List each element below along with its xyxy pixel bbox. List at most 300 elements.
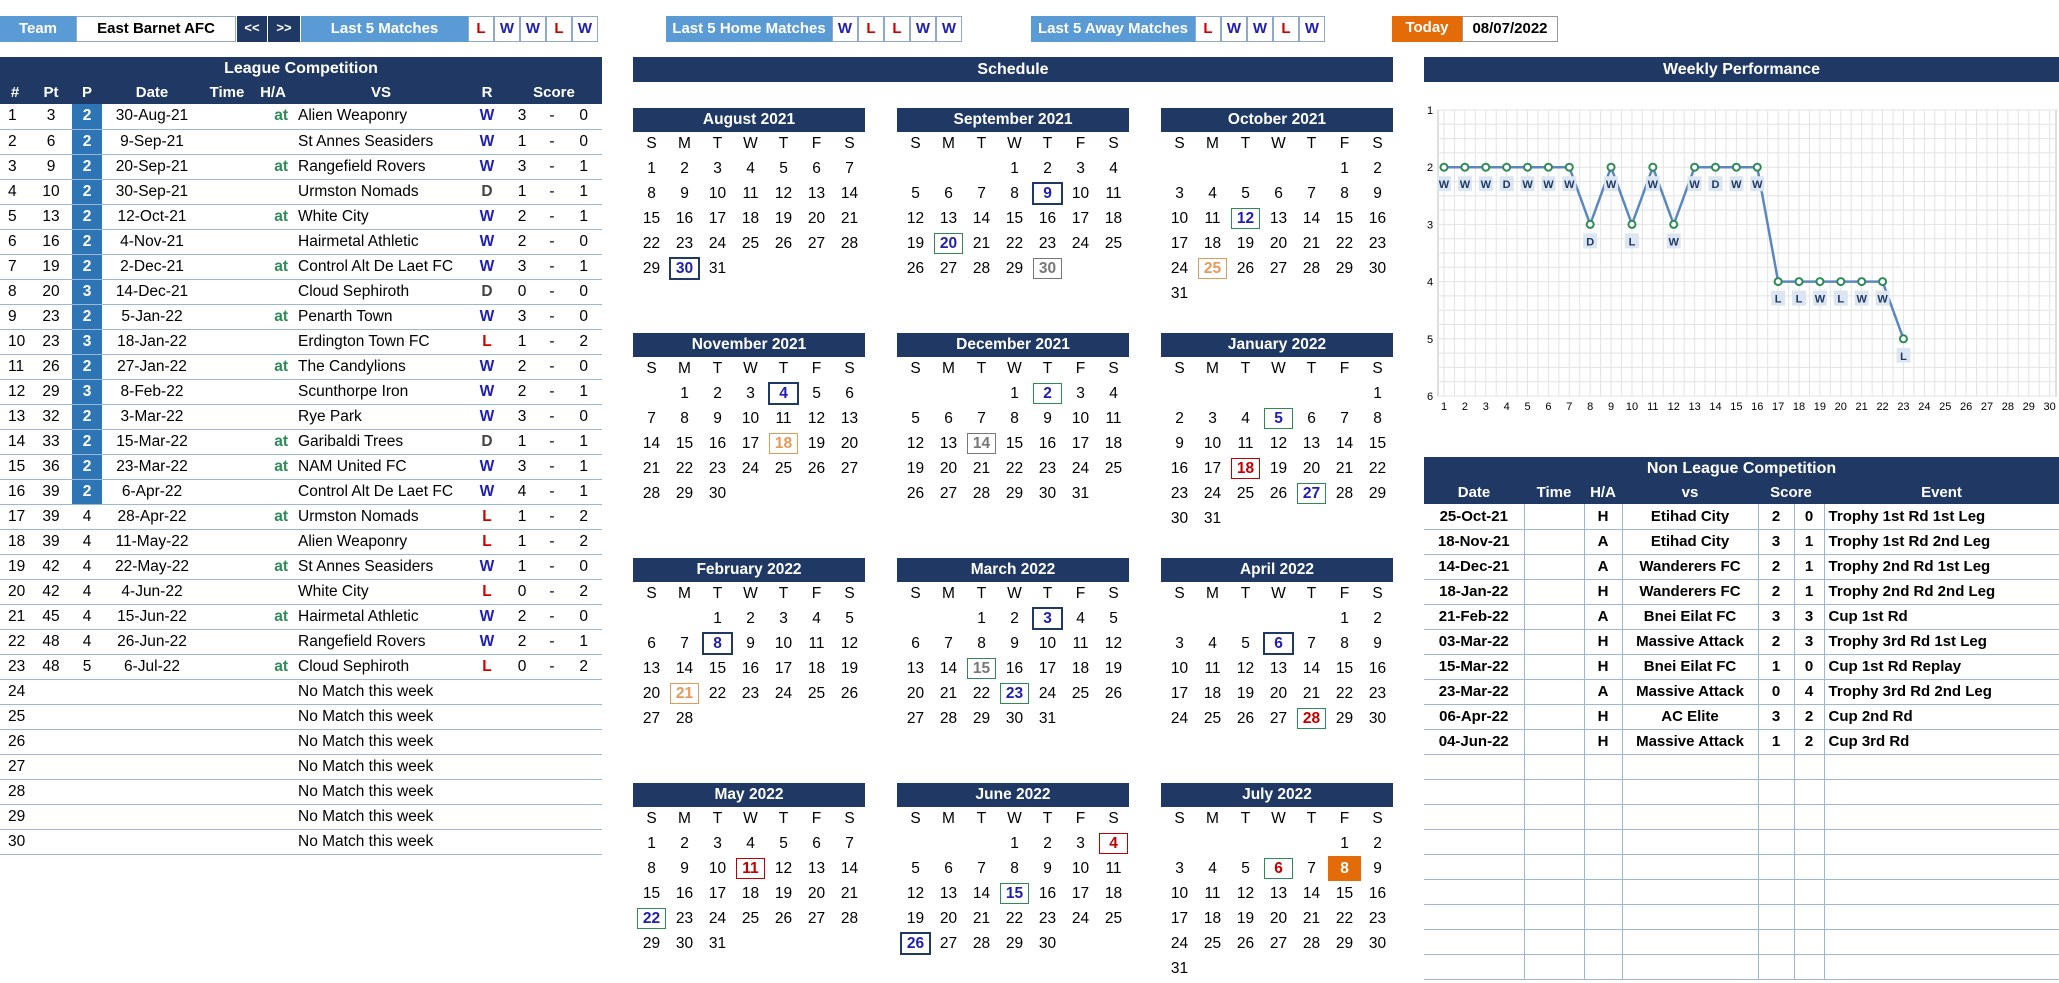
calendar-day[interactable]: 22	[1335, 235, 1354, 252]
match-day[interactable]: 18	[767, 431, 800, 456]
calendar-day[interactable]: 27	[642, 710, 661, 727]
calendar-day[interactable]: 2	[1175, 410, 1184, 427]
match-day[interactable]: 15	[965, 656, 998, 681]
calendar-day[interactable]: 3	[1076, 835, 1085, 852]
calendar-day[interactable]: 25	[741, 235, 760, 252]
calendar-day[interactable]: 30	[1038, 485, 1057, 502]
calendar-day[interactable]: 1	[977, 610, 986, 627]
calendar-day[interactable]: 4	[1109, 385, 1118, 402]
calendar-day[interactable]: 19	[1269, 460, 1288, 477]
calendar-day[interactable]: 2	[1043, 160, 1052, 177]
calendar-day[interactable]: 26	[1104, 685, 1123, 702]
calendar-day[interactable]: 20	[807, 885, 826, 902]
calendar-day[interactable]: 8	[1340, 635, 1349, 652]
calendar-day[interactable]: 24	[741, 460, 760, 477]
calendar-day[interactable]: 12	[774, 860, 793, 877]
calendar-day[interactable]: 3	[1076, 160, 1085, 177]
calendar-day[interactable]: 20	[1269, 910, 1288, 927]
calendar-day[interactable]: 8	[1373, 410, 1382, 427]
calendar-day[interactable]: 26	[1236, 260, 1255, 277]
calendar-day[interactable]: 22	[642, 235, 661, 252]
calendar-day[interactable]: 14	[642, 435, 661, 452]
calendar-day[interactable]: 30	[1368, 935, 1387, 952]
calendar-day[interactable]: 5	[1109, 610, 1118, 627]
calendar-day[interactable]: 21	[1302, 235, 1321, 252]
match-day[interactable]: 25	[1196, 256, 1229, 281]
calendar-day[interactable]: 19	[1236, 235, 1255, 252]
calendar-day[interactable]: 4	[1208, 185, 1217, 202]
calendar-day[interactable]: 10	[1071, 860, 1090, 877]
calendar-day[interactable]: 8	[1010, 860, 1019, 877]
calendar-day[interactable]: 17	[1203, 460, 1222, 477]
calendar-day[interactable]: 30	[675, 935, 694, 952]
calendar-day[interactable]: 8	[1010, 410, 1019, 427]
calendar-day[interactable]: 14	[840, 860, 859, 877]
calendar-day[interactable]: 5	[1241, 635, 1250, 652]
calendar-day[interactable]: 27	[939, 485, 958, 502]
calendar-day[interactable]: 1	[680, 385, 689, 402]
calendar-day[interactable]: 28	[972, 485, 991, 502]
calendar-day[interactable]: 10	[708, 860, 727, 877]
calendar-day[interactable]: 11	[742, 185, 759, 202]
calendar-day[interactable]: 23	[675, 235, 694, 252]
calendar-day[interactable]: 27	[939, 935, 958, 952]
calendar-day[interactable]: 7	[977, 410, 986, 427]
calendar-day[interactable]: 3	[1175, 635, 1184, 652]
calendar-day[interactable]: 1	[1340, 610, 1349, 627]
calendar-day[interactable]: 3	[713, 160, 722, 177]
calendar-day[interactable]: 26	[807, 460, 826, 477]
calendar-day[interactable]: 9	[1373, 860, 1382, 877]
calendar-day[interactable]: 1	[1373, 385, 1382, 402]
calendar-day[interactable]: 30	[1368, 710, 1387, 727]
match-day[interactable]: 27	[1295, 481, 1328, 506]
calendar-day[interactable]: 8	[1340, 185, 1349, 202]
calendar-day[interactable]: 2	[680, 835, 689, 852]
calendar-day[interactable]: 22	[1005, 235, 1024, 252]
calendar-day[interactable]: 17	[1038, 660, 1057, 677]
calendar-day[interactable]: 11	[1105, 185, 1122, 202]
calendar-day[interactable]: 23	[1038, 460, 1057, 477]
match-day[interactable]: 14	[965, 431, 998, 456]
calendar-day[interactable]: 8	[977, 635, 986, 652]
calendar-day[interactable]: 19	[906, 910, 925, 927]
calendar-day[interactable]: 7	[1340, 410, 1349, 427]
calendar-day[interactable]: 9	[1043, 860, 1052, 877]
calendar-day[interactable]: 7	[1307, 185, 1316, 202]
calendar-day[interactable]: 4	[812, 610, 821, 627]
calendar-day[interactable]: 17	[1071, 435, 1090, 452]
calendar-day[interactable]: 5	[1241, 185, 1250, 202]
calendar-day[interactable]: 3	[746, 385, 755, 402]
calendar-day[interactable]: 7	[845, 160, 854, 177]
match-day[interactable]: 18	[1229, 456, 1262, 481]
calendar-day[interactable]: 4	[746, 160, 755, 177]
calendar-day[interactable]: 2	[680, 160, 689, 177]
calendar-day[interactable]: 18	[1104, 435, 1123, 452]
calendar-day[interactable]: 19	[1104, 660, 1123, 677]
calendar-day[interactable]: 7	[845, 835, 854, 852]
calendar-day[interactable]: 12	[1236, 660, 1255, 677]
calendar-day[interactable]: 14	[1302, 210, 1321, 227]
calendar-day[interactable]: 6	[1307, 410, 1316, 427]
calendar-day[interactable]: 9	[1010, 635, 1019, 652]
calendar-day[interactable]: 14	[939, 660, 958, 677]
calendar-day[interactable]: 10	[708, 185, 727, 202]
calendar-day[interactable]: 16	[708, 435, 727, 452]
calendar-day[interactable]: 16	[1368, 210, 1387, 227]
calendar-day[interactable]: 18	[741, 885, 760, 902]
calendar-day[interactable]: 13	[939, 210, 958, 227]
calendar-day[interactable]: 5	[812, 385, 821, 402]
calendar-day[interactable]: 19	[1236, 910, 1255, 927]
calendar-day[interactable]: 26	[840, 685, 859, 702]
match-day[interactable]: 30	[1031, 256, 1064, 281]
calendar-day[interactable]: 11	[1204, 660, 1221, 677]
calendar-day[interactable]: 29	[1005, 935, 1024, 952]
calendar-day[interactable]: 26	[1236, 710, 1255, 727]
calendar-day[interactable]: 7	[680, 635, 689, 652]
calendar-day[interactable]: 1	[713, 610, 722, 627]
calendar-day[interactable]: 10	[1170, 885, 1189, 902]
calendar-day[interactable]: 18	[1203, 910, 1222, 927]
calendar-day[interactable]: 14	[840, 185, 859, 202]
calendar-day[interactable]: 12	[1236, 885, 1255, 902]
calendar-day[interactable]: 12	[840, 635, 859, 652]
calendar-day[interactable]: 13	[807, 860, 826, 877]
calendar-day[interactable]: 17	[1170, 235, 1189, 252]
calendar-day[interactable]: 4	[1208, 635, 1217, 652]
calendar-day[interactable]: 29	[675, 485, 694, 502]
calendar-day[interactable]: 1	[1340, 160, 1349, 177]
calendar-day[interactable]: 13	[840, 410, 859, 427]
calendar-day[interactable]: 5	[779, 160, 788, 177]
calendar-day[interactable]: 3	[779, 610, 788, 627]
calendar-day[interactable]: 6	[845, 385, 854, 402]
match-day[interactable]: 9	[1031, 181, 1064, 206]
match-day[interactable]: 3	[1031, 606, 1064, 631]
calendar-day[interactable]: 2	[746, 610, 755, 627]
prev-team-button[interactable]: <<	[237, 16, 267, 42]
calendar-day[interactable]: 16	[675, 885, 694, 902]
calendar-day[interactable]: 15	[675, 435, 694, 452]
calendar-day[interactable]: 23	[708, 460, 727, 477]
calendar-day[interactable]: 31	[1170, 285, 1189, 302]
calendar-day[interactable]: 6	[911, 635, 920, 652]
calendar-day[interactable]: 31	[1203, 510, 1222, 527]
match-day[interactable]: 21	[668, 681, 701, 706]
calendar-day[interactable]: 26	[774, 910, 793, 927]
calendar-day[interactable]: 25	[1236, 485, 1255, 502]
calendar-day[interactable]: 19	[840, 660, 859, 677]
calendar-day[interactable]: 25	[1203, 710, 1222, 727]
calendar-day[interactable]: 5	[911, 860, 920, 877]
calendar-day[interactable]: 17	[1071, 885, 1090, 902]
calendar-day[interactable]: 22	[1005, 910, 1024, 927]
calendar-day[interactable]: 17	[1071, 210, 1090, 227]
calendar-day[interactable]: 11	[1105, 410, 1122, 427]
calendar-day[interactable]: 29	[1335, 710, 1354, 727]
calendar-day[interactable]: 8	[1010, 185, 1019, 202]
calendar-day[interactable]: 12	[906, 885, 925, 902]
match-day[interactable]: 15	[998, 881, 1031, 906]
calendar-day[interactable]: 11	[808, 635, 825, 652]
calendar-day[interactable]: 15	[1335, 885, 1354, 902]
calendar-day[interactable]: 5	[911, 185, 920, 202]
calendar-day[interactable]: 15	[1335, 210, 1354, 227]
calendar-day[interactable]: 15	[1368, 435, 1387, 452]
calendar-day[interactable]: 13	[642, 660, 661, 677]
calendar-day[interactable]: 6	[1274, 185, 1283, 202]
calendar-day[interactable]: 20	[939, 910, 958, 927]
calendar-day[interactable]: 29	[1368, 485, 1387, 502]
calendar-day[interactable]: 23	[1368, 910, 1387, 927]
calendar-day[interactable]: 16	[1368, 660, 1387, 677]
calendar-day[interactable]: 15	[1005, 435, 1024, 452]
calendar-day[interactable]: 21	[972, 460, 991, 477]
calendar-day[interactable]: 16	[1170, 460, 1189, 477]
calendar-day[interactable]: 10	[1170, 210, 1189, 227]
calendar-day[interactable]: 24	[1170, 935, 1189, 952]
calendar-day[interactable]: 30	[1170, 510, 1189, 527]
calendar-day[interactable]: 20	[906, 685, 925, 702]
calendar-day[interactable]: 24	[1038, 685, 1057, 702]
calendar-day[interactable]: 28	[972, 935, 991, 952]
calendar-day[interactable]: 17	[708, 210, 727, 227]
calendar-day[interactable]: 10	[1071, 410, 1090, 427]
calendar-day[interactable]: 23	[675, 910, 694, 927]
calendar-day[interactable]: 11	[1105, 860, 1122, 877]
match-day[interactable]: 30	[668, 256, 701, 281]
calendar-day[interactable]: 30	[1368, 260, 1387, 277]
calendar-day[interactable]: 10	[1071, 185, 1090, 202]
calendar-day[interactable]: 13	[1302, 435, 1321, 452]
calendar-day[interactable]: 15	[642, 885, 661, 902]
calendar-day[interactable]: 2	[713, 385, 722, 402]
calendar-day[interactable]: 24	[774, 685, 793, 702]
calendar-day[interactable]: 15	[642, 210, 661, 227]
match-day[interactable]: 28	[1295, 706, 1328, 731]
calendar-day[interactable]: 6	[944, 860, 953, 877]
calendar-day[interactable]: 21	[972, 235, 991, 252]
calendar-day[interactable]: 10	[1038, 635, 1057, 652]
calendar-day[interactable]: 19	[774, 885, 793, 902]
calendar-day[interactable]: 22	[708, 685, 727, 702]
calendar-day[interactable]: 28	[840, 910, 859, 927]
calendar-day[interactable]: 6	[944, 410, 953, 427]
calendar-day[interactable]: 7	[944, 635, 953, 652]
calendar-day[interactable]: 31	[708, 935, 727, 952]
calendar-day[interactable]: 4	[1208, 860, 1217, 877]
calendar-day[interactable]: 25	[774, 460, 793, 477]
calendar-day[interactable]: 4	[746, 835, 755, 852]
calendar-day[interactable]: 9	[713, 410, 722, 427]
calendar-day[interactable]: 15	[1005, 210, 1024, 227]
calendar-day[interactable]: 29	[1005, 485, 1024, 502]
calendar-day[interactable]: 13	[939, 885, 958, 902]
calendar-day[interactable]: 23	[741, 685, 760, 702]
match-day[interactable]: 8	[701, 631, 734, 656]
calendar-day[interactable]: 4	[1109, 160, 1118, 177]
calendar-day[interactable]: 17	[1170, 910, 1189, 927]
calendar-day[interactable]: 19	[807, 435, 826, 452]
calendar-day[interactable]: 3	[713, 835, 722, 852]
calendar-day[interactable]: 22	[1005, 460, 1024, 477]
calendar-day[interactable]: 9	[1373, 635, 1382, 652]
calendar-day[interactable]: 22	[972, 685, 991, 702]
calendar-day[interactable]: 27	[1269, 260, 1288, 277]
match-day[interactable]: 20	[932, 231, 965, 256]
calendar-day[interactable]: 1	[1010, 160, 1019, 177]
calendar-day[interactable]: 23	[1368, 685, 1387, 702]
calendar-day[interactable]: 29	[1335, 935, 1354, 952]
calendar-day[interactable]: 7	[1307, 860, 1316, 877]
calendar-day[interactable]: 16	[1038, 435, 1057, 452]
calendar-day[interactable]: 27	[939, 260, 958, 277]
calendar-day[interactable]: 6	[812, 835, 821, 852]
calendar-day[interactable]: 18	[1104, 885, 1123, 902]
match-day[interactable]: 11	[734, 856, 767, 881]
calendar-day[interactable]: 14	[1302, 660, 1321, 677]
calendar-day[interactable]: 22	[675, 460, 694, 477]
calendar-day[interactable]: 29	[642, 260, 661, 277]
calendar-day[interactable]: 21	[972, 910, 991, 927]
calendar-day[interactable]: 28	[972, 260, 991, 277]
calendar-day[interactable]: 3	[1175, 860, 1184, 877]
calendar-day[interactable]: 26	[774, 235, 793, 252]
calendar-day[interactable]: 15	[1335, 660, 1354, 677]
calendar-day[interactable]: 24	[1071, 235, 1090, 252]
calendar-day[interactable]: 5	[779, 835, 788, 852]
calendar-day[interactable]: 2	[1373, 610, 1382, 627]
calendar-day[interactable]: 7	[1307, 635, 1316, 652]
calendar-day[interactable]: 28	[1302, 935, 1321, 952]
calendar-day[interactable]: 28	[1302, 260, 1321, 277]
calendar-day[interactable]: 31	[1071, 485, 1090, 502]
calendar-day[interactable]: 28	[642, 485, 661, 502]
calendar-day[interactable]: 11	[1204, 210, 1221, 227]
calendar-day[interactable]: 21	[642, 460, 661, 477]
calendar-day[interactable]: 7	[977, 860, 986, 877]
match-day[interactable]: 5	[1262, 406, 1295, 431]
match-day[interactable]: 4	[767, 381, 800, 406]
calendar-day[interactable]: 9	[1043, 410, 1052, 427]
calendar-day[interactable]: 12	[774, 185, 793, 202]
calendar-day[interactable]: 2	[1043, 835, 1052, 852]
calendar-day[interactable]: 20	[1269, 235, 1288, 252]
calendar-day[interactable]: 6	[812, 160, 821, 177]
calendar-day[interactable]: 12	[1104, 635, 1123, 652]
calendar-day[interactable]: 27	[1269, 710, 1288, 727]
calendar-day[interactable]: 23	[1170, 485, 1189, 502]
calendar-day[interactable]: 29	[972, 710, 991, 727]
calendar-day[interactable]: 6	[647, 635, 656, 652]
calendar-day[interactable]: 25	[1104, 910, 1123, 927]
calendar-day[interactable]: 18	[1104, 210, 1123, 227]
calendar-day[interactable]: 10	[774, 635, 793, 652]
calendar-day[interactable]: 25	[741, 910, 760, 927]
match-day[interactable]: 12	[1229, 206, 1262, 231]
calendar-day[interactable]: 17	[741, 435, 760, 452]
calendar-day[interactable]: 16	[1005, 660, 1024, 677]
calendar-day[interactable]: 27	[840, 460, 859, 477]
calendar-day[interactable]: 23	[1038, 910, 1057, 927]
calendar-day[interactable]: 25	[1104, 235, 1123, 252]
calendar-day[interactable]: 28	[840, 235, 859, 252]
calendar-day[interactable]: 31	[1038, 710, 1057, 727]
calendar-day[interactable]: 23	[1368, 235, 1387, 252]
calendar-day[interactable]: 8	[647, 860, 656, 877]
calendar-day[interactable]: 24	[1203, 485, 1222, 502]
calendar-day[interactable]: 9	[680, 185, 689, 202]
calendar-day[interactable]: 1	[1010, 835, 1019, 852]
calendar-day[interactable]: 3	[1175, 185, 1184, 202]
calendar-day[interactable]: 9	[1175, 435, 1184, 452]
calendar-day[interactable]: 6	[944, 185, 953, 202]
calendar-day[interactable]: 2	[1373, 835, 1382, 852]
calendar-day[interactable]: 25	[1104, 460, 1123, 477]
calendar-day[interactable]: 19	[906, 235, 925, 252]
match-day[interactable]: 26	[899, 931, 932, 956]
calendar-day[interactable]: 29	[1005, 260, 1024, 277]
calendar-day[interactable]: 3	[1076, 385, 1085, 402]
calendar-day[interactable]: 24	[1071, 460, 1090, 477]
calendar-day[interactable]: 17	[774, 660, 793, 677]
calendar-day[interactable]: 12	[906, 210, 925, 227]
calendar-day[interactable]: 21	[840, 885, 859, 902]
calendar-day[interactable]: 17	[708, 885, 727, 902]
calendar-day[interactable]: 27	[1269, 935, 1288, 952]
calendar-day[interactable]: 28	[1335, 485, 1354, 502]
calendar-day[interactable]: 1	[1010, 385, 1019, 402]
calendar-day[interactable]: 26	[1269, 485, 1288, 502]
calendar-day[interactable]: 19	[774, 210, 793, 227]
calendar-day[interactable]: 16	[1038, 885, 1057, 902]
calendar-day[interactable]: 26	[1236, 935, 1255, 952]
calendar-day[interactable]: 15	[708, 660, 727, 677]
calendar-day[interactable]: 22	[1368, 460, 1387, 477]
calendar-day[interactable]: 5	[845, 610, 854, 627]
calendar-day[interactable]: 25	[807, 685, 826, 702]
calendar-day[interactable]: 24	[708, 235, 727, 252]
calendar-day[interactable]: 22	[1335, 910, 1354, 927]
calendar-day[interactable]: 24	[1170, 710, 1189, 727]
calendar-day[interactable]: 24	[708, 910, 727, 927]
calendar-day[interactable]: 2	[1373, 160, 1382, 177]
calendar-day[interactable]: 9	[1373, 185, 1382, 202]
calendar-day[interactable]: 23	[1038, 235, 1057, 252]
calendar-day[interactable]: 2	[1010, 610, 1019, 627]
calendar-day[interactable]: 27	[906, 710, 925, 727]
match-day[interactable]: 6	[1262, 631, 1295, 656]
calendar-day[interactable]: 24	[1170, 260, 1189, 277]
calendar-day[interactable]: 9	[680, 860, 689, 877]
calendar-day[interactable]: 29	[642, 935, 661, 952]
calendar-day[interactable]: 18	[1203, 685, 1222, 702]
calendar-day[interactable]: 11	[1204, 885, 1221, 902]
calendar-day[interactable]: 20	[939, 460, 958, 477]
calendar-day[interactable]: 20	[1302, 460, 1321, 477]
calendar-day[interactable]: 11	[1072, 635, 1089, 652]
calendar-day[interactable]: 16	[741, 660, 760, 677]
calendar-day[interactable]: 13	[939, 435, 958, 452]
calendar-day[interactable]: 10	[1203, 435, 1222, 452]
calendar-day[interactable]: 21	[1335, 460, 1354, 477]
calendar-day[interactable]: 30	[708, 485, 727, 502]
calendar-day[interactable]: 19	[1236, 685, 1255, 702]
calendar-day[interactable]: 13	[1269, 885, 1288, 902]
match-day[interactable]: 22	[635, 906, 668, 931]
